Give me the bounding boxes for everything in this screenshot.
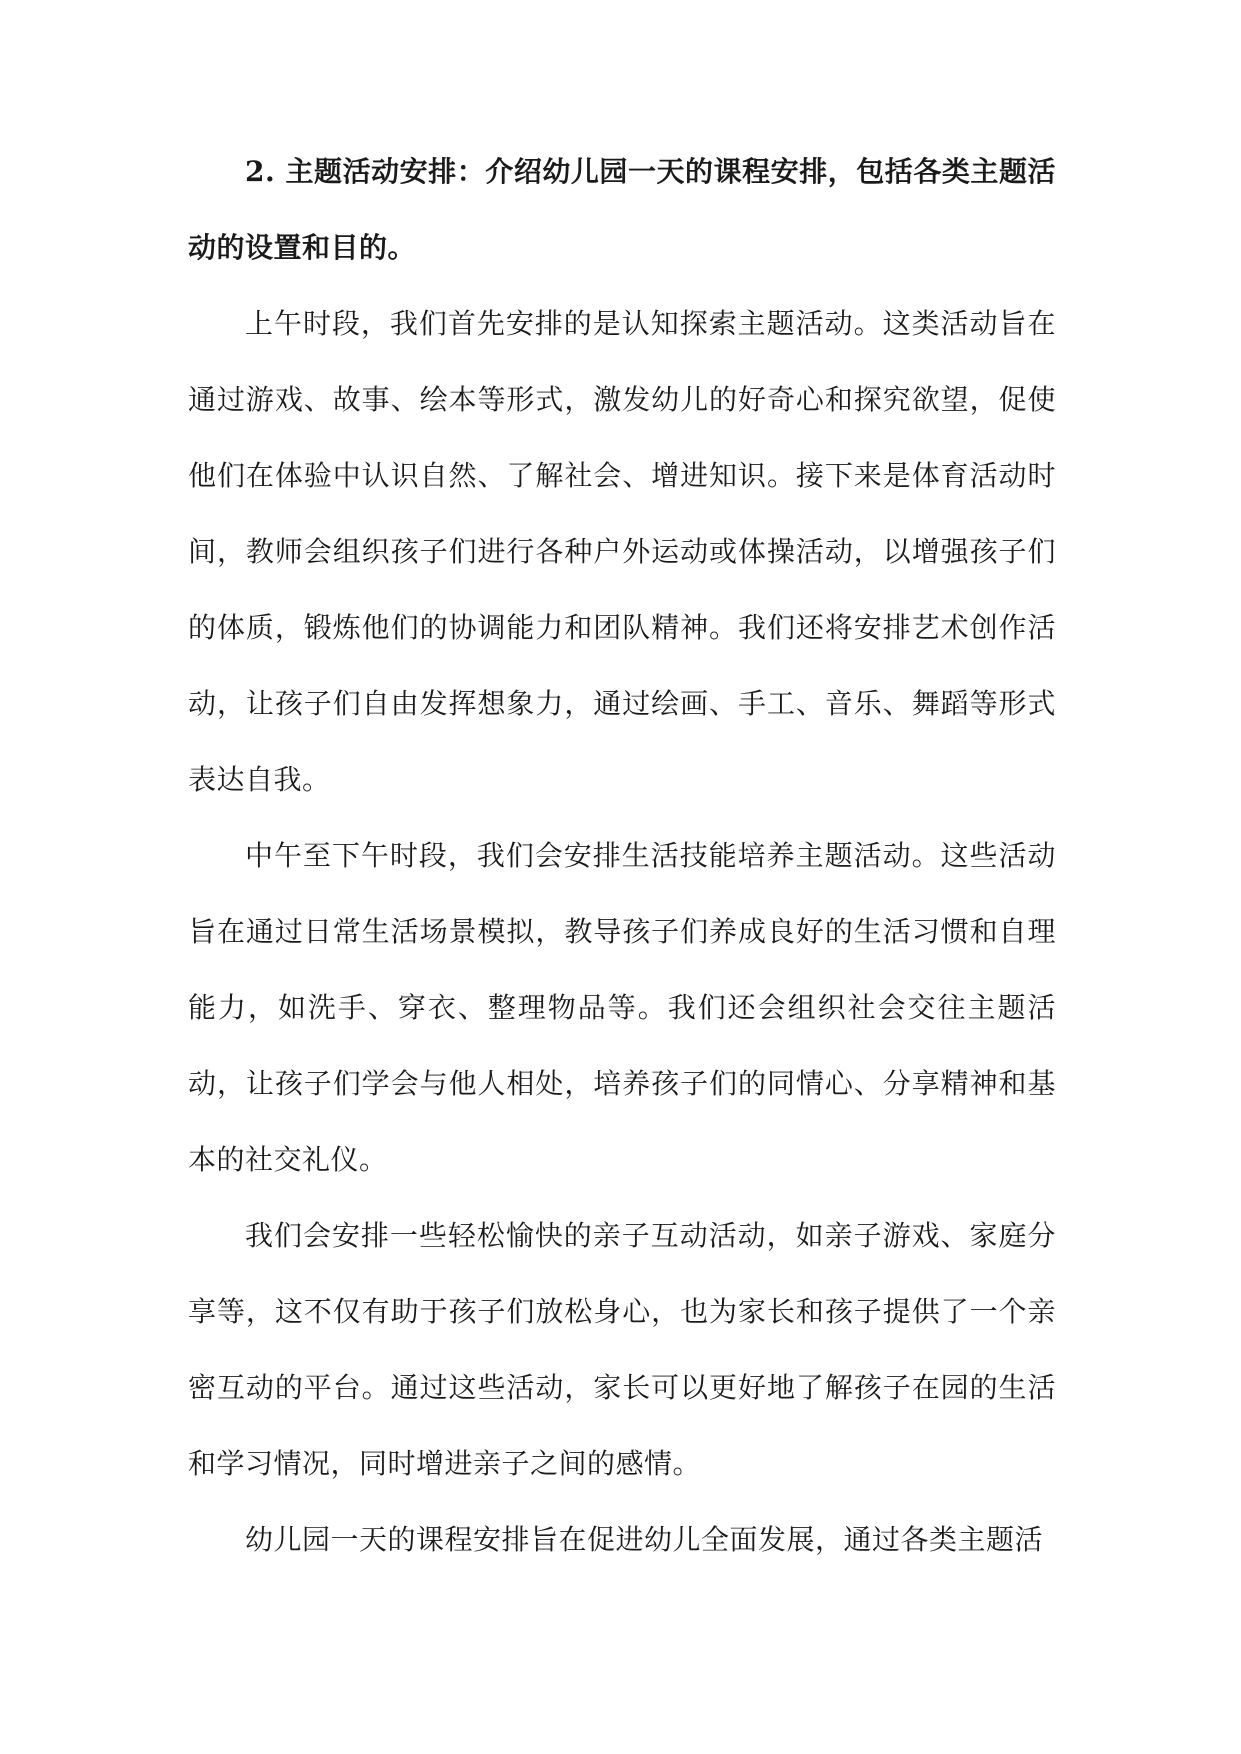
section-heading: 2. 主题活动安排：介绍幼儿园一天的课程安排，包括各类主题活动的设置和目的。	[188, 155, 1056, 264]
document-body	[188, 134, 1056, 1578]
paragraph-morning: 上午时段，我们首先安排的是认知探索主题活动。这类活动旨在通过游戏、故事、绘本等形式，激发幼儿的好奇心和探究欲望，促使他们在体验中认识自然、了解社会、增进知识。接下来是体育活动时间，教师会组织孩子们进行各种户外运动或体操活动，以增强孩子们的体质，锻炼他们的协调能力和团队精神。我们还将安排艺术创作活动，让孩子们自由发挥想象力，通过绘画、手工、音乐、舞蹈等形式表达自我。	[188, 307, 1056, 796]
paragraph-afternoon: 中午至下午时段，我们会安排生活技能培养主题活动。这些活动旨在通过日常生活场景模拟，教导孩子们养成良好的生活习惯和自理能力，如洗手、穿衣、整理物品等。我们还会组织社会交往主题活动，让孩子们学会与他人相处，培养孩子们的同情心、分享精神和基本的社交礼仪。	[188, 839, 1056, 1176]
paragraph-summary: 幼儿园一天的课程安排旨在促进幼儿全面发展，通过各类主题活	[245, 1523, 1044, 1556]
paragraph-parent-child: 我们会安排一些轻松愉快的亲子互动活动，如亲子游戏、家庭分享等，这不仅有助于孩子们放松身心，也为家长和孩子提供了一个亲密互动的平台。通过这些活动，家长可以更好地了解孩子在园的生活和学习情况，同时增进亲子之间的感情。	[188, 1219, 1056, 1480]
